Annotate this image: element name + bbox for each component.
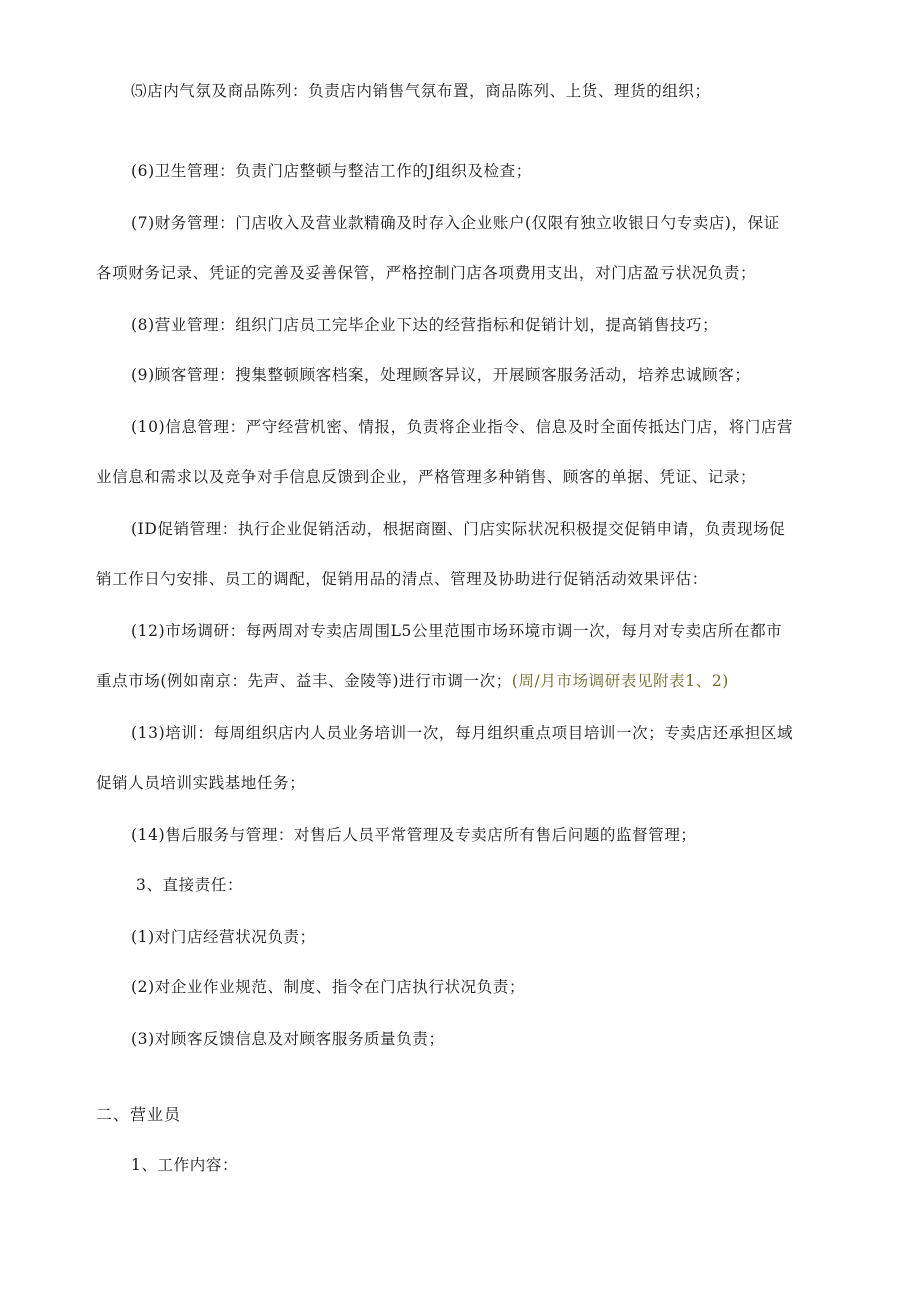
section-two-title: 二、营业员 bbox=[96, 1105, 182, 1124]
item-12-market-research-line-2 bbox=[96, 670, 729, 692]
item-10-information-line-1: (10)信息管理：严守经营机密、情报，负责将企业指令、信息及时全面传抵达门店，将门店营 bbox=[131, 418, 794, 436]
item-10-information-line-2: 业信息和需求以及竞争对手信息反馈到企业，严格管理多种销售、顾客的单据、凭证、记录； bbox=[96, 468, 757, 486]
item-6-hygiene: (6)卫生管理：负责门店整顿与整洁工作的J组织及检查； bbox=[131, 162, 532, 180]
item-11-promotion-line-1: (ID促销管理：执行企业促销活动，根据商圈、门店实际状况积极提交促销申请，负责现场促 bbox=[131, 520, 786, 538]
responsibility-3: (3)对顾客反馈信息及对顾客服务质量负责； bbox=[131, 1030, 445, 1048]
responsibility-2: (2)对企业作业规范、制度、指令在门店执行状况负责； bbox=[131, 978, 526, 996]
item-12-main-text: 重点市场(例如南京：先声、益丰、金陵等)进行市调一次； bbox=[96, 672, 512, 690]
responsibility-1: (1)对门店经营状况负责； bbox=[131, 928, 316, 946]
item-8-sales-management: (8)营业管理：组织门店员工完毕企业下达的经营指标和促销计划，提高销售技巧； bbox=[131, 316, 719, 334]
item-11-promotion-line-2: 销工作日勺安排、员工的调配，促销用品的清点、管理及协助进行促销活动效果评估： bbox=[96, 570, 708, 588]
item-9-customer-management: (9)顾客管理：搜集整顿顾客档案，处理顾客异议，开展顾客服务活动，培养忠诚顾客； bbox=[131, 366, 751, 384]
section-two-work-content: 1、工作内容： bbox=[131, 1156, 239, 1174]
item-7-finance-line-2: 各项财务记录、凭证的完善及妥善保管，严格控制门店各项费用支出，对门店盈亏状况负责； bbox=[96, 264, 757, 282]
item-12-market-research-line-1: (12)市场调研：每两周对专卖店周围L5公里范围市场环境市调一次，每月对专卖店所在都市 bbox=[131, 622, 783, 640]
item-13-training-line-1: (13)培训：每周组织店内人员业务培训一次，每月组织重点项目培训一次；专卖店还承担区域 bbox=[131, 724, 794, 742]
item-13-training-line-2: 促销人员培训实践基地任务； bbox=[96, 774, 306, 792]
section-3-title: 3、直接责任： bbox=[136, 876, 244, 894]
item-12-appendix-note: (周/月市场调研表见附表1、2) bbox=[511, 672, 729, 690]
item-7-finance-line-1: (7)财务管理：门店收入及营业款精确及时存入企业账户(仅限有独立收银日勺专卖店)，保证 bbox=[131, 214, 780, 232]
item-14-after-sales: (14)售后服务与管理：对售后人员平常管理及专卖店所有售后问题的监督管理； bbox=[131, 826, 697, 844]
item-5-store-atmosphere: ⑸店内气氛及商品陈列：负责店内销售气氛布置，商品陈列、上货、理货的组织； bbox=[131, 82, 711, 100]
